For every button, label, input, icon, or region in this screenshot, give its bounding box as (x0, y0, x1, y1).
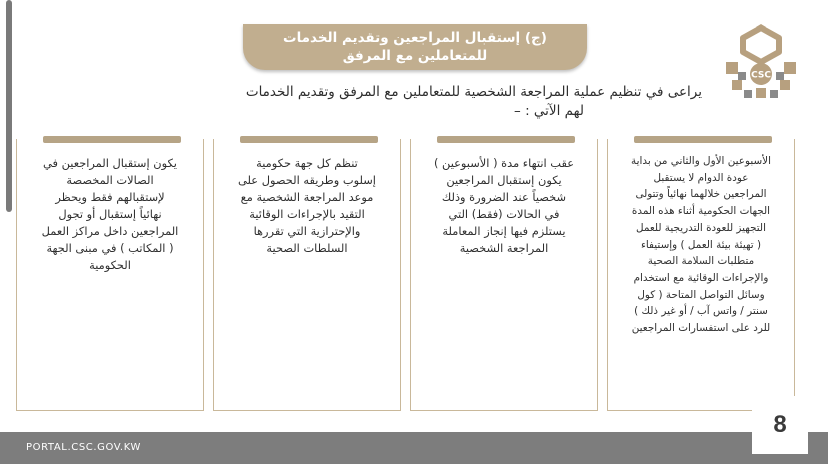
title-line-1: (ج) إستقبال المراجعين وتقديم الخدمات (283, 30, 547, 46)
card-tab (240, 136, 378, 143)
footer-url: PORTAL.CSC.GOV.KW (26, 442, 141, 453)
scrollbar[interactable] (6, 0, 12, 212)
card-text: عقب انتهاء مدة ( الأسبوعين ) يكون إستقبال المراجعين شخصياً عند الضرورة وذلك في الحالات (فقط) التي يستلزم فيها إنجاز المعاملة المراجعة الشخصية (433, 156, 575, 255)
intro-line-1: يراعى في تنظيم عملية المراجعة الشخصية للمتعاملين مع المرفق وتقديم الخدمات (245, 84, 702, 100)
card-tab (43, 136, 181, 143)
logo-text: CSC (751, 70, 771, 81)
card-text: يكون إستقبال المراجعين في الصالات المخصصة لإستقبالهم فقط ويحظر نهائياً إستقبال أو تجول المراجعين داخل مراكز العمل ( المكاتب ) في مبنى الجهة الحكومية (41, 156, 179, 272)
csc-logo-icon (716, 22, 806, 102)
footer-bar (0, 432, 828, 464)
card-text: تنظم كل جهة حكومية إسلوب وطريقه الحصول على موعد المراجعة الشخصية مع التقيد بالإجراءات الوقائية والإحترازية التي تقررها السلطات الصحية (238, 156, 376, 255)
intro-paragraph (120, 83, 702, 121)
page-number-box (752, 396, 808, 454)
slide-title (243, 24, 587, 70)
page-number: 8 (773, 411, 787, 438)
rule-card-1 (607, 139, 795, 411)
card-text: الأسبوعين الأول والثاني من بداية عودة الدوام لا يستقبل المراجعين خلالهما نهائياً وتتولى الجهات الحكومية أثناء هذه المدة التجهيز للعودة التدريجية للعمل ( تهيئة بيئة العمل ) وإستيفاء متطلبات السلامة الصحية والإجراءات الوقائية مع استخدام وسائل التواصل المتاحة ( كول سنتر / واتس آب / أو غير ذلك ) للرد على استفسارات المراجعين (631, 155, 771, 335)
card-tab (437, 136, 575, 143)
rule-card-2 (410, 139, 598, 411)
rule-card-3 (213, 139, 401, 411)
rule-card-4 (16, 139, 204, 411)
title-line-2: للمتعاملين مع المرفق (342, 48, 488, 64)
card-tab (634, 136, 772, 143)
intro-line-2: لهم الآتي : – (514, 103, 584, 119)
